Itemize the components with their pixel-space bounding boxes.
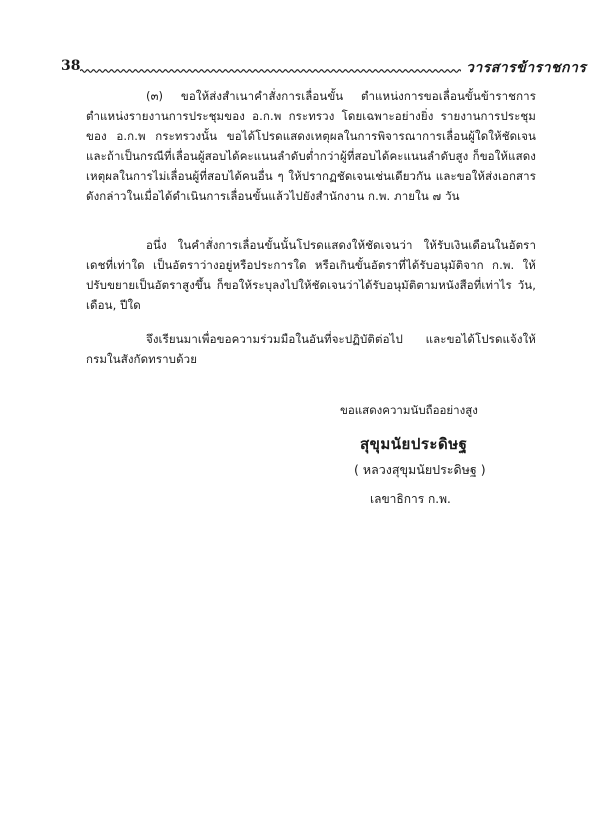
signature-full-name: ( หลวงสุขุมนัยประดิษฐ ) <box>354 462 486 477</box>
header-rule <box>80 68 461 74</box>
paragraph-3-text: จึงเรียนมาเพื่อขอความร่วมมือในอันที่จะปฏิบัติต่อไป และขอได้โปรดแจ้งให้กรมในสังกัดทราบด้วย <box>86 332 536 366</box>
paragraph-2 <box>86 235 536 315</box>
wavy-rule <box>80 68 461 74</box>
paragraph-3 <box>86 329 536 369</box>
journal-title: วารสารข้าราชการ <box>466 60 587 76</box>
page-number: 38 <box>61 58 81 74</box>
paragraph-1-text: (๓) ขอให้ส่งสำเนาคำสั่งการเลื่อนขั้น ตำแหน่งการขอเลื่อนขั้นข้าราชการ ตำแหน่งรายงานการประชุมของ อ.ก.พ กระทรวง โดยเฉพาะอย่างยิ่ง รายงานการประชุมของ อ.ก.พ กระทรวงนั้น ขอได้โปรดแสดงเหตุผลในการพิจารณาการเลื่อนผู้ใดให้ชัดเจน และถ้าเป็นกรณีที่เลื่อนผู้สอบได้คะแนนลำดับต่ำกว่าผู้ที่สอบได้คะแนนลำดับสูง ก็ขอให้แสดงเหตุผลในการไม่เลื่อนผู้ที่สอบได้คนอื่น ๆ ให้ปรากฏชัดเจนเช่นเดียวกัน และขอให้ส่งเอกสารดังกล่าวในเมื่อได้ดำเนินการเลื่อนขั้นแล้วไปยังสำนักงาน ก.พ. ภายใน ๗ วัน <box>86 89 536 203</box>
paragraph-1 <box>86 86 536 206</box>
signature-closing: ขอแสดงความนับถืออย่างสูง <box>340 403 478 417</box>
signature-title: เลขาธิการ ก.พ. <box>370 492 451 506</box>
signature-name: สุขุมนัยประดิษฐ <box>360 435 468 453</box>
paragraph-2-text: อนึ่ง ในคำสั่งการเลื่อนขั้นนั้นโปรดแสดงให้ชัดเจนว่า ให้รับเงินเดือนในอัตราเดชที่เท่าใด เป็นอัตราว่างอยู่หรือประการใด หรือเกินขั้นอัตราที่ได้รับอนุมัติจาก ก.พ. ให้ปรับขยายเป็นอัตราสูงขึ้น ก็ขอให้ระบุลงไปให้ชัดเจนว่าได้รับอนุมัติตามหนังสือที่เท่าไร วัน, เดือน, ปีใด <box>86 238 536 312</box>
